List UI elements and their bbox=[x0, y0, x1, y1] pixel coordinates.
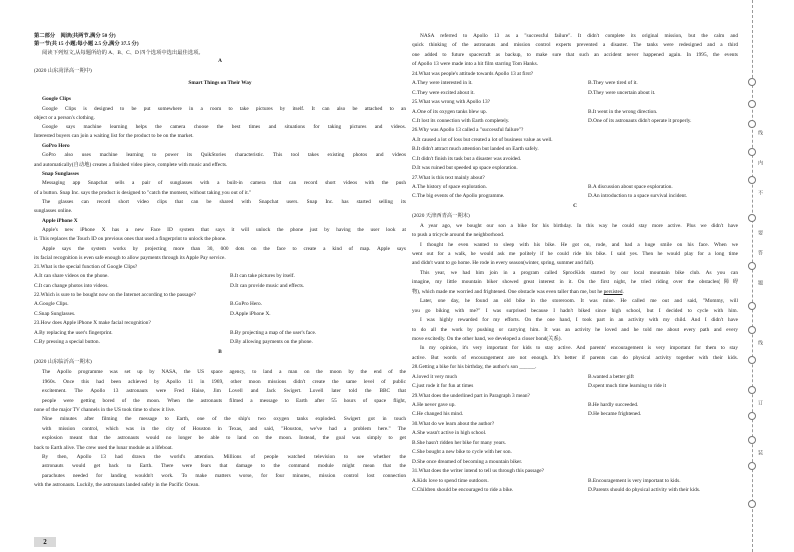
paragraph-line: I thought he even wanted to sleep with his bike. He got on, rode, and had a huge smile on his face. When we bbox=[420, 242, 738, 248]
question: 22.Which is sure to be bought now on the Internet according to the passage? bbox=[34, 292, 196, 298]
paragraph-line: back to Earth alive. The crew used the lunar module as a lifeboat. bbox=[34, 445, 173, 451]
binding-hole bbox=[748, 148, 756, 156]
option: D.Parents should do physical activity with their kids. bbox=[588, 487, 701, 493]
paragraph-line: Nine minutes after filming the message to Earth, one of the ship's two oxygen tanks exploded. Swigert got in touch bbox=[42, 416, 406, 422]
paragraph-line: with mission control, which was in the city of Houston in Texas, and said, "Houston, we've had a problem here." The bbox=[42, 426, 406, 432]
option: D.It was ruined but speeded up space exploration. bbox=[412, 165, 518, 171]
option: C.just rode it for fun at times bbox=[412, 383, 474, 389]
paragraph-line: parachutes needed for landing wouldn't work. To make matters worse, for four minutes, mission control lost connection bbox=[42, 473, 406, 479]
option: D.They were uncertain about it. bbox=[588, 90, 656, 96]
binding-label: 答 bbox=[757, 250, 762, 255]
question: 26.Why was Apollo 13 called a "successful failure"? bbox=[412, 127, 524, 133]
heading: GoPro Hero bbox=[42, 143, 70, 149]
question: 25.What was wrong with Apollo 13? bbox=[412, 99, 490, 105]
binding-hole bbox=[748, 176, 756, 184]
question: 21.What is the special function of Google Clips? bbox=[34, 264, 138, 270]
binding-hole bbox=[748, 78, 756, 86]
paragraph-line: explosion meant that the astronauts would no longer be able to land on the moon. Instead, the goal was simply to get bbox=[42, 435, 406, 441]
heading: Google Clips bbox=[42, 96, 71, 102]
section-title: 第二部分 阅读(共两节,满分 50 分) bbox=[34, 33, 116, 39]
paragraph-line: you go biking with me?" I was surprised because I hadn't biked since high school, but I decided to cycle with him. bbox=[412, 308, 738, 314]
paragraph-line: In my opinion, it's very important for kids to stay active. And parents' encouragement is very important for them to stay bbox=[420, 345, 738, 351]
paragraph-line: of Apollo 13 were made into a hit film starring Tom Hanks. bbox=[412, 61, 539, 67]
binding-hole bbox=[748, 356, 756, 364]
paragraph-line: This year, we had him join in a program called SprocKids started by our local mountain bike club. As you can bbox=[420, 270, 738, 276]
text-run: . bbox=[622, 289, 624, 295]
paragraph-line: By then, Apollo 13 had drawn the world's attention. Millions of people watched television to see whether the bbox=[42, 454, 406, 460]
option: B.It didn't attract much attention but landed on Earth safely. bbox=[412, 146, 539, 152]
option: C.It lost its connection with Earth completely. bbox=[412, 118, 510, 124]
paragraph-line: The glasses can record short video clips that can be shared with Snapchat users. Snap Inc. has started selling its bbox=[42, 199, 406, 205]
option: B.wanted a better gift bbox=[588, 374, 634, 380]
option: B.Encouragement is very important to kids. bbox=[588, 478, 681, 484]
binding-hole bbox=[748, 386, 756, 394]
source-tag: (2020 山东菏泽高一期中) bbox=[34, 68, 92, 74]
binding-hole bbox=[748, 436, 756, 444]
binding-hole bbox=[748, 326, 756, 334]
option: A.Kids love to spend time outdoors. bbox=[412, 478, 489, 484]
option: C.Snap Sunglasses. bbox=[34, 311, 76, 317]
question: 29.What does the underlined part in Paragraph 3 mean? bbox=[412, 393, 530, 399]
paragraph-line: excitement. The Apollo 13 astronauts were Fred Haise, Jim Lovell and Jack Swigert. Lovell later told the BBC that bbox=[42, 388, 406, 394]
question: 30.What do we learn about the author? bbox=[412, 421, 495, 427]
section-subtitle: 第一节(共 15 小题;每小题 2.5 分,满分 37.5 分) bbox=[34, 41, 139, 47]
binding-label: 要 bbox=[757, 230, 762, 235]
option: C.They were excited about it. bbox=[412, 90, 475, 96]
paragraph-line: Apple says the system works by projecting more than 30, 000 dots on the face to create a kind of map. Apple says bbox=[42, 246, 406, 252]
binding-hole bbox=[748, 412, 756, 420]
paragraph-line: object or a person's clothing. bbox=[34, 115, 95, 121]
paragraph-line: Messaging app Snapchat sells a pair of sunglasses with a built-in camera that can record short videos with the push bbox=[42, 180, 406, 186]
paragraph-line: went out for a walk, he would ask me politely if he could ride his bike. I said yes. Then he would play for a long time bbox=[412, 251, 738, 257]
paragraph-line: people were getting bored of the moon. When the astronauts filmed a message to Earth after 55 hours of space flight, bbox=[42, 398, 406, 404]
binding-hole bbox=[748, 214, 756, 222]
option: D.spent much time learning to ride it bbox=[588, 383, 667, 389]
option: B.A discussion about space exploration. bbox=[588, 184, 673, 190]
option: B.By projecting a map of the user's face. bbox=[230, 330, 317, 336]
paragraph-line: and automatically(自动地) creates a finished video piece, complete with music and effects. bbox=[34, 162, 228, 168]
option: C.Children should be encouraged to ride a bike. bbox=[412, 487, 514, 493]
paragraph-line: with the astronauts. Luckily, the astronauts landed safely in the Pacific Ocean. bbox=[34, 482, 200, 488]
paragraph-line: The Apollo programme was set up by NASA, the US space agency, to land a man on the moon by the end of the bbox=[42, 369, 406, 375]
paragraph-line: imagine, my little mountain biker showed great interest in it. On the first night, he tried riding over the obstacles(障碍 bbox=[412, 279, 738, 285]
option: B.They were tired of it. bbox=[588, 80, 638, 86]
option: A.loved it very much bbox=[412, 374, 458, 380]
option: B.GoPro Hero. bbox=[230, 301, 262, 307]
option: C.She bought a new bike to cycle with her son. bbox=[412, 449, 512, 455]
binding-label: 内 bbox=[757, 160, 762, 165]
question: 24.What was people's attitude towards Apollo 13 at first? bbox=[412, 71, 534, 77]
question: 28.Getting a bike for his birthday, the author's son ______. bbox=[412, 364, 537, 370]
paragraph-line: sunglasses online. bbox=[34, 208, 73, 214]
option: C.By pressing a special button. bbox=[34, 339, 100, 345]
option: A.Google Clips. bbox=[34, 301, 69, 307]
binding-hole bbox=[748, 302, 756, 310]
source-tag: (2020 山东临沂高一期末) bbox=[34, 359, 92, 365]
option: C.He changed his mind. bbox=[412, 411, 464, 417]
paragraph-line: to push a tricycle around the neighborhood. bbox=[412, 232, 505, 238]
paragraph-line: I was highly rewarded for my efforts. On the one hand, I took part in an activity with my child. And I didn't have bbox=[420, 317, 738, 323]
binding-hole bbox=[748, 500, 756, 508]
paragraph-line bbox=[412, 289, 624, 295]
option: A.By replacing the user's fingerprint. bbox=[34, 330, 113, 336]
paragraph-line: none of the major TV channels in the US took time to show it live. bbox=[34, 407, 176, 413]
passage-letter: C bbox=[573, 203, 577, 209]
underlined-word: persisted bbox=[603, 289, 623, 295]
paragraph-line: of a button. Snap Inc. says the product is designed to "catch the moment, without taking you out of it." bbox=[34, 190, 252, 196]
option: B.It can take pictures by itself. bbox=[230, 273, 295, 279]
paragraph-line: GoPro also uses machine learning to power its QuikStories characteristic. This tool takes existing photos and videos bbox=[42, 152, 406, 158]
paragraph-line: 1960s. Once this had been achieved by Apollo 11 in 1969, other moon missions didn't create the same level of public bbox=[42, 379, 406, 385]
binding-label: 线 bbox=[757, 130, 762, 135]
binding-hole bbox=[748, 120, 756, 128]
passage-letter: A bbox=[218, 58, 222, 64]
option: D.She once dreamed of becoming a mountain biker. bbox=[412, 459, 523, 465]
option: A.It caused a lot of loss but created a lot of business value as well. bbox=[412, 137, 553, 143]
option: D.An introduction to a space survival incident. bbox=[588, 193, 688, 199]
binding-label: 装 bbox=[757, 450, 762, 455]
question: 23.How does Apple iPhone X make facial recognition? bbox=[34, 320, 151, 326]
binding-label: 线 bbox=[757, 340, 762, 345]
option: C.The big events of the Apollo programme. bbox=[412, 193, 505, 199]
paragraph-line: its facial recognition is even safe enough to allow payments through its Apple Pay service. bbox=[34, 255, 226, 261]
paragraph-line: one added to future spacecraft as backup, to make sure that such an accident never happened again. In 1995, the events bbox=[412, 52, 738, 58]
option: D.One of its astronauts didn't operate it properly. bbox=[588, 118, 692, 124]
option: A.They were interested in it. bbox=[412, 80, 473, 86]
paragraph-line: astronauts would get back to Earth. There were fears that damage to the command module might mean that the bbox=[42, 463, 406, 469]
text-run: 物), which made me worried and frightened. One obstacle was even taller than me, but he bbox=[412, 289, 604, 295]
option: D.Apple iPhone X. bbox=[230, 311, 271, 317]
option: D.It can provide music and effects. bbox=[230, 283, 305, 289]
option: A.One of its oxygen tanks blew up. bbox=[412, 109, 488, 115]
paragraph-line: NASA referred to Apollo 13 as a "successful failure". It didn't complete its original mission, but the calm and bbox=[420, 33, 738, 39]
option: B.She hasn't ridden her bike for many years. bbox=[412, 440, 507, 446]
paragraph-line: move excitedly. On the other hand, we developed a closer bond(关系). bbox=[412, 336, 562, 342]
option: A.It can share videos on the phone. bbox=[34, 273, 109, 279]
page-number: 2 bbox=[34, 537, 56, 547]
binding-label: 订 bbox=[757, 400, 762, 405]
binding-hole bbox=[748, 100, 756, 108]
question: 27.What is this text mainly about? bbox=[412, 175, 485, 181]
binding-label: 题 bbox=[757, 280, 762, 285]
passage-title: Smart Things on Their Way bbox=[188, 80, 252, 86]
option: A.The history of space exploration. bbox=[412, 184, 488, 190]
heading: Apple iPhone X bbox=[42, 218, 78, 224]
option: C.It can change photos into videos. bbox=[34, 283, 109, 289]
paragraph-line: it. This replaces the Touch ID on previous ones that used a fingerprint to unlock the phone. bbox=[34, 236, 227, 242]
option: A.He never gave up. bbox=[412, 402, 456, 408]
paragraph-line: quick thinking of the astronauts and mission control experts prevented a disaster. The tanks were redesigned and a third bbox=[412, 42, 738, 48]
option: B.It went in the wrong direction. bbox=[588, 109, 658, 115]
paragraph-line: Google Clips is designed to be put somewhere in a room to take pictures by itself. It can also be attached to an bbox=[42, 106, 406, 112]
option: D.By allowing payments on the phone. bbox=[230, 339, 313, 345]
option: D.He became frightened. bbox=[588, 411, 642, 417]
option: A.She wasn't active in high school. bbox=[412, 430, 487, 436]
paragraph-line: and didn't want to go home. He rode in every season(winter, spring, summer and fall). bbox=[412, 260, 595, 266]
paragraph-line: to do all the work by pushing or carrying him. It was an activity he loved and he told me about every path and every bbox=[412, 327, 738, 333]
instruction: 阅读下列短文,从每题所给的 A、B、C、D 四个选项中选出最佳选项。 bbox=[42, 50, 204, 56]
passage-letter: B bbox=[218, 349, 222, 355]
paragraph-line: Google says machine learning helps the camera choose the best times and situations for taking pictures and videos. bbox=[42, 124, 406, 130]
binding-label: 不 bbox=[757, 190, 762, 195]
binding-hole bbox=[748, 462, 756, 470]
binding-hole bbox=[748, 262, 756, 270]
paragraph-line: Later, one day, he found an old bike in the storeroom. It was mine. He called me out and said, "Mommy, will bbox=[420, 298, 738, 304]
option: B.He hardly succeeded. bbox=[588, 402, 639, 408]
paragraph-line: A year ago, we bought our son a bike for his birthday. In this way he could stay more active. Plus we didn't have bbox=[420, 223, 738, 229]
option: C.It didn't finish its task but a disaster was avoided. bbox=[412, 156, 522, 162]
paragraph-line: Apple's new iPhone X has a new Face ID system that says it will unlock the phone just by having the user look at bbox=[42, 227, 406, 233]
paragraph-line: Interested buyers can join a waiting list for the product to be on the market. bbox=[34, 133, 194, 139]
source-tag: (2020 天津西青高一期末) bbox=[412, 213, 470, 219]
question: 31.What does the writer intend to tell us through this passage? bbox=[412, 468, 544, 474]
heading: Snap Sunglasses bbox=[42, 171, 79, 177]
paragraph-line: active. But words of encouragement are not enough. It's better if parents can do physical activity together with their kids. bbox=[412, 355, 738, 361]
